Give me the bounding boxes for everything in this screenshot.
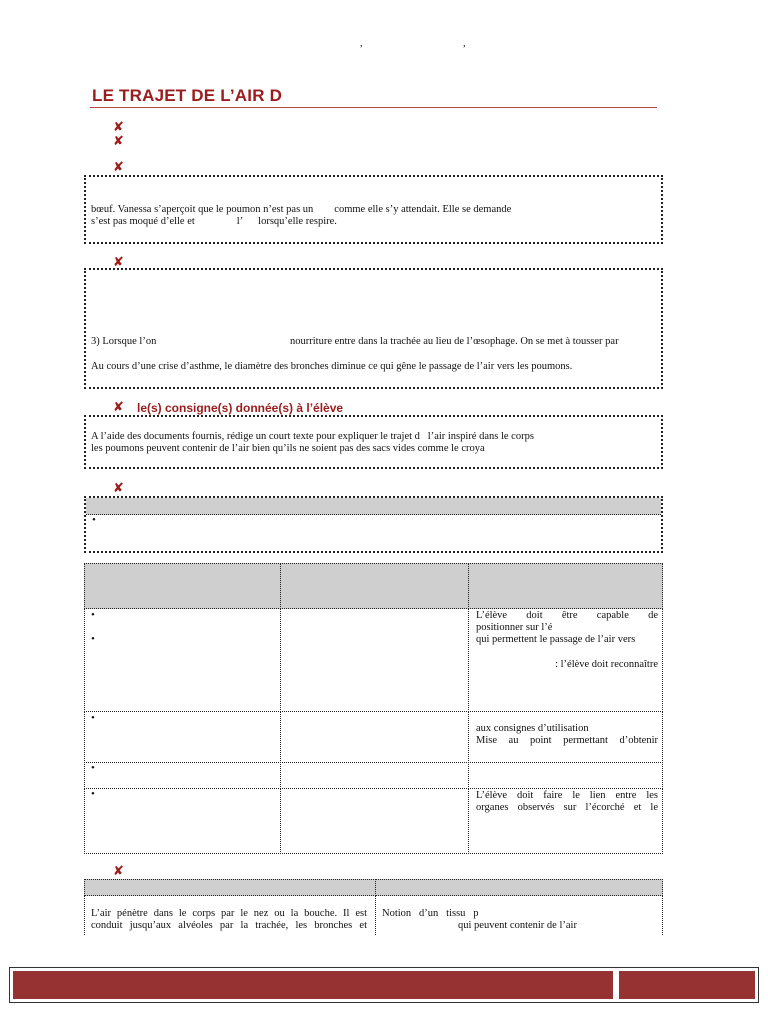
cross-icon: ✘ [113, 120, 124, 135]
grid-header-cell [280, 563, 469, 609]
question-3-end: nourriture entre dans la trachée au lieu de l’œsophage. On se met à tousser par [290, 336, 619, 347]
table-header-row [86, 498, 661, 515]
page-title: LE TRAJET DE L’AIR D [92, 86, 283, 105]
grid-header-cell [84, 563, 281, 609]
cross-icon: ✘ [113, 255, 124, 270]
grid-cell [84, 711, 281, 763]
footer-bar-page [619, 971, 755, 999]
consigne-line: les poumons peuvent contenir de l’air bien qu’ils ne soient pas des sacs vides comme le croya [91, 443, 485, 454]
footer [9, 967, 759, 1003]
cross-icon: ✘ [113, 481, 124, 496]
cell-text: qui peuvent contenir de l’air [458, 920, 577, 931]
cell-text: : l’élève doit reconnaître [555, 659, 658, 670]
grid-cell [375, 895, 663, 935]
situation-box [84, 175, 663, 244]
consigne-heading: le(s) consigne(s) donnée(s) à l’élève [137, 401, 344, 415]
questions-box [84, 268, 663, 389]
question-3-start: 3) Lorsque l’on [91, 336, 157, 347]
header-comma: , [360, 38, 363, 49]
title-underline [90, 107, 657, 108]
cell-text: organes observés sur l’écorché et le [476, 802, 658, 813]
bullet: • [92, 514, 96, 526]
asthma-text: Au cours d’une crise d’asthme, le diamètre des bronches diminue ce qui gêne le passage de l’air vers les poumons. [91, 361, 573, 372]
evaluation-grid [84, 563, 663, 854]
grid-header-cell [468, 563, 663, 609]
bullet: • [91, 712, 95, 724]
grid-cell [468, 608, 663, 712]
cell-text: Notion d’un tissu p [382, 908, 479, 919]
cross-icon: ✘ [113, 160, 124, 175]
bullet: • [91, 762, 95, 774]
grid-cell [468, 762, 663, 789]
footer-bar-main [13, 971, 613, 999]
situation-line: s’est pas moqué d’elle et l’ lorsqu’elle respire. [91, 216, 337, 227]
bullet: • [91, 788, 95, 800]
grid-cell [468, 711, 663, 763]
cell-text: L’air pénètre dans le corps par le nez ou la bouche. Il est [91, 908, 367, 919]
grid-cell [468, 788, 663, 854]
grid-header-cell [84, 879, 376, 896]
cell-text: L’élève doit faire le lien entre les [476, 790, 658, 801]
grid-cell [84, 788, 281, 854]
cell-text: L’élève doit être capable de [476, 610, 658, 621]
header-comma: , [463, 38, 466, 49]
cross-icon: ✘ [113, 864, 124, 879]
grid-cell [84, 895, 376, 935]
grid-cell [280, 788, 469, 854]
grid-cell [280, 711, 469, 763]
grid-cell [280, 608, 469, 712]
grid-header-cell [375, 879, 663, 896]
cell-text: Mise au point permettant d’obtenir [476, 735, 658, 746]
cell-text: conduit jusqu’aux alvéoles par la trachée, les bronches et [91, 920, 367, 931]
consigne-box [84, 415, 663, 469]
cell-text: aux consignes d’utilisation [476, 723, 589, 734]
grid-cell [84, 608, 281, 712]
grid-cell [84, 762, 281, 789]
skills-table [84, 496, 663, 553]
cell-text: positionner sur l’é [476, 622, 553, 633]
bullet: • [91, 633, 95, 645]
consigne-line: A l’aide des documents fournis, rédige un court texte pour expliquer le trajet d l’air inspiré dans le corps [91, 431, 534, 442]
cross-icon: ✘ [113, 134, 124, 149]
cell-text: qui permettent le passage de l’air vers [476, 634, 636, 645]
cross-icon: ✘ [113, 400, 124, 415]
notions-table [84, 879, 663, 935]
situation-line: bœuf. Vanessa s’aperçoit que le poumon n’est pas un comme elle s’y attendait. Elle se demande [91, 204, 512, 215]
grid-cell [280, 762, 469, 789]
bullet: • [91, 609, 95, 621]
